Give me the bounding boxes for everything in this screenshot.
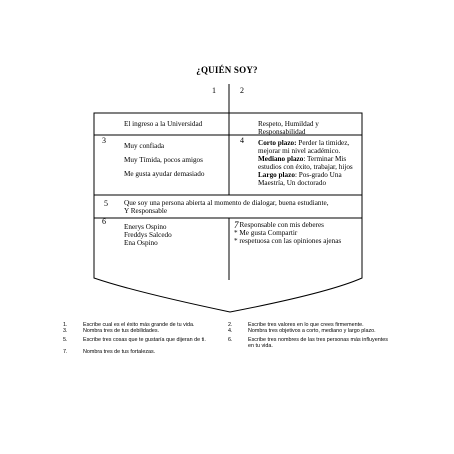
- quadrant-number-3: 3: [102, 136, 106, 145]
- medium-term-text-2: estudios con éxito, trabajar, hijos: [258, 163, 353, 171]
- influential-person-2: Freddys Salcedo: [124, 231, 172, 239]
- instruction-text: Escribe cual es el éxito más grande de tu vida.: [83, 322, 195, 328]
- instruction-item: [228, 337, 393, 349]
- long-term-text-1: : Pos-grado Una: [294, 171, 342, 179]
- instruction-number: 3.: [63, 328, 68, 334]
- instruction-number: 2.: [228, 322, 233, 328]
- short-term-label: Corto plazo:: [258, 139, 297, 147]
- page-title: ¿QUIÉN SOY?: [196, 65, 258, 75]
- instruction-number: 4.: [228, 328, 233, 334]
- values-line-1: Respeto, Humildad y: [258, 120, 319, 128]
- strength-1: Responsable con mis deberes: [239, 221, 324, 229]
- instruction-text: Escribe tres valores en lo que crees firmemente.: [248, 322, 364, 328]
- weakness-1: Muy confiada: [124, 142, 165, 150]
- influential-person-1: Enerys Ospino: [124, 223, 167, 231]
- instruction-item: [63, 337, 223, 343]
- medium-term-text-1: : Terminar Mis: [303, 155, 347, 163]
- instruction-number: 7.: [63, 349, 68, 355]
- long-term-text-2: Maestría, Un doctorado: [258, 179, 327, 187]
- others-say-line-1: Que soy una persona abierta al momento de dialogar, buena estudiante,: [124, 199, 329, 207]
- others-say-line-2: Y Responsable: [124, 207, 168, 215]
- instruction-item: [228, 328, 393, 334]
- quadrant-number-2: 2: [240, 86, 244, 95]
- values-line-2: Responsabilidad: [258, 128, 306, 136]
- quadrant-number-5: 5: [104, 199, 108, 208]
- short-term-text-2: mejorar mi nivel académico.: [258, 147, 341, 155]
- short-term-text-1: Perder la timidez,: [296, 139, 350, 147]
- quadrant-6-text: [124, 223, 172, 247]
- quadrant-1-text: [124, 120, 202, 128]
- instruction-text: Escribe tres nombres de las tres personas más influyentes en tu vida.: [248, 337, 388, 349]
- instruction-item: [63, 349, 223, 355]
- quadrant-number-6: 6: [102, 217, 106, 226]
- quadrant-2-text: [258, 120, 319, 136]
- instruction-number: 5.: [63, 337, 68, 343]
- instruction-text: Escribe tres cosas que te gustaría que dijeran de ti.: [83, 337, 206, 343]
- instruction-text: Nombra tres de tus fortalezas.: [83, 349, 156, 355]
- quadrant-number-4: 4: [240, 136, 244, 145]
- success-answer: El ingreso a la Universidad: [124, 120, 203, 128]
- strength-2: * Me gusta Compartir: [234, 229, 298, 237]
- long-term-label: Largo plazo: [258, 171, 295, 179]
- quadrant-3-text: [124, 142, 204, 178]
- weakness-2: Muy Tímida, pocos amigos: [124, 156, 203, 164]
- instruction-text: Nombra tres de tus debilidades.: [83, 328, 160, 334]
- quadrant-7-text: [234, 220, 341, 245]
- quadrant-4-text: [258, 139, 353, 187]
- instruction-item: [63, 328, 223, 334]
- instruction-number: 1.: [63, 322, 68, 328]
- influential-person-3: Ena Ospino: [124, 239, 158, 247]
- quadrant-number-1: 1: [212, 86, 216, 95]
- quadrant-number-7: 7: [234, 220, 239, 230]
- instruction-number: 6.: [228, 337, 233, 343]
- instruction-text: Nombra tres objetivos a corto, mediano y largo plazo.: [248, 328, 376, 334]
- weakness-3: Me gusta ayudar demasiado: [124, 170, 205, 178]
- medium-term-label: Mediano plazo: [258, 155, 304, 163]
- quadrant-5-text: [124, 199, 329, 215]
- strength-3: * respetuosa con las opiniones ajenas: [234, 237, 342, 245]
